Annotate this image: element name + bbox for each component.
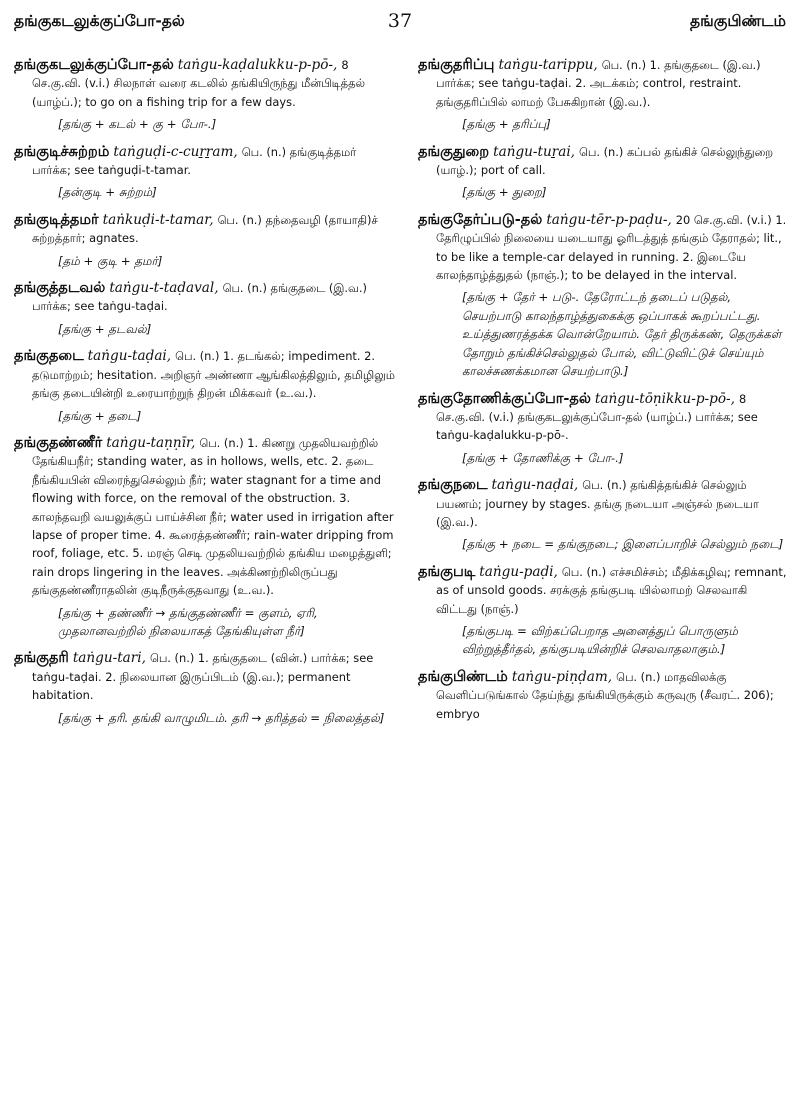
entry-definition: 8 செ.கு.வி. (v.i.) தங்குகடலுக்குப்போ-தல் (யாழ்ப்.) பார்க்க; see taṅgu-kaḍalukku-p-pō-. bbox=[436, 391, 758, 443]
entry-etymology: [தங்கு + தரிப்பு] bbox=[462, 117, 551, 132]
entry-definition: 8 செ.கு.வி. (v.i.) சிலநாள் வரை கடலில் தங்கியிருந்து மீன்பிடித்தல் (யாழ்ப்.); to go on a fishing trip for a few days. bbox=[32, 58, 365, 109]
dictionary-entry bbox=[14, 143, 396, 202]
dictionary-entry bbox=[14, 434, 396, 640]
dictionary-entry bbox=[14, 211, 396, 270]
entry-transliteration: taṅgu-piṇḍam, bbox=[511, 668, 613, 685]
entry-definition: 20 செ.கு.வி. (v.i.) 1. தேரிழுப்பில் நிலையை யடையாது ஓரிடத்துத் தங்கும் தேராதல்; lit., to be like a temple-car delayed in running. 2. இடையே காலந்தாழ்த்துதல் (நாஞ்.); to be delayed in the interval. bbox=[436, 212, 787, 283]
dictionary-entry bbox=[418, 211, 790, 381]
entry-etymology: [தங்குபடி = விற்கப்பெறாத அனைத்துப் பொருளும் விற்றுத்தீர்தல், தங்குபடியின்றிச் செலவாதலாகும்.] bbox=[462, 623, 738, 657]
running-head-right: தங்குபிண்டம் bbox=[689, 12, 786, 30]
entry-definition: பெ. (n.) மாதவிலக்கு வெளிப்படுங்கால் தேய்ந்து தங்கியிருக்கும் கருவுரு (சீவரட். 206); embryo bbox=[436, 669, 774, 721]
entry-headword: தங்குதோணிக்குப்போ-தல் bbox=[418, 390, 591, 407]
entry-etymology: [தங்கு + தோணிக்கு + போ-.] bbox=[462, 450, 624, 465]
entry-headword: தங்குத்தடவல் bbox=[14, 280, 106, 297]
entry-etymology: [தங்கு + தடை] bbox=[58, 408, 142, 423]
entry-definition: பெ. (n.) 1. தங்குதடை (இ.வ.) பார்க்க; see taṅgu-taḍai. 2. அடக்கம்; control, restraint. தங்குதரிப்பில் லாமற் பேசுகிறான் (இ.வ.). bbox=[436, 58, 761, 109]
entry-definition: பெ. (n.) 1. தடங்கல்; impediment. 2. தடுமாற்றம்; hesitation. அறிஞர் அண்ணா ஆங்கிலத்திலும், தமிழிலும் தங்கு தடையின்றி உரையாற்றுந் திறன் மிக்கவர் (உ.வ.). bbox=[32, 349, 395, 401]
entry-definition: பெ. (n.) தங்குதடை (இ.வ.) பார்க்க; see taṅgu-taḍai. bbox=[32, 281, 367, 314]
entry-transliteration: taṅgu-tēr-p-paḍu-, bbox=[546, 211, 672, 228]
entry-headword: தங்குபடி bbox=[418, 563, 476, 580]
entry-etymology: [தங்கு + கடல் + கு + போ-.] bbox=[58, 117, 217, 132]
right-column bbox=[418, 56, 790, 732]
entry-headword: தங்குதடை bbox=[14, 348, 84, 365]
dictionary-entry bbox=[418, 390, 790, 468]
entry-transliteration: taṅgu-tuṟai, bbox=[493, 143, 576, 160]
entry-transliteration: taṅgu-tōṇikku-p-pō-, bbox=[594, 390, 735, 407]
entry-transliteration: taṅkuḍi-t-tamar, bbox=[102, 211, 214, 228]
entry-transliteration: taṅgu-taḍai, bbox=[87, 348, 172, 365]
entry-etymology: [தன்குடி + சுற்றம்] bbox=[58, 185, 157, 200]
entry-definition: பெ. (n.) கப்பல் தங்கிச் செல்லுந்துறை (யாழ்.); port of call. bbox=[436, 144, 774, 178]
entry-headword: தங்குதண்ணீர் bbox=[14, 434, 103, 451]
dictionary-entry bbox=[14, 56, 396, 134]
entry-transliteration: taṅgu-tari, bbox=[72, 650, 146, 667]
entry-etymology: [தம் + குடி + தமர்] bbox=[58, 253, 163, 268]
entry-definition: பெ. (n.) தங்குடித்தமர் பார்க்க; see taṅguḍi-t-tamar. bbox=[32, 144, 357, 178]
page-number: 37 bbox=[387, 10, 413, 32]
entry-etymology: [தங்கு + நடை = தங்குநடை; இளைப்பாறிச் செல்லும் நடை] bbox=[462, 537, 784, 552]
entry-headword: தங்குதரி bbox=[14, 650, 69, 667]
entry-transliteration: taṅgu-taṇṇīr, bbox=[106, 434, 196, 451]
dictionary-entry bbox=[418, 563, 790, 659]
entry-definition: பெ. (n.) எச்சமிச்சம்; மீதிக்கழிவு; remnant, as of unsold goods. சரக்குத் தங்குபடி யில்லாமற் செலவாகி விட்டது (நாஞ்.) bbox=[436, 564, 787, 616]
entry-headword: தங்குதரிப்பு bbox=[418, 57, 495, 73]
dictionary-entry bbox=[418, 668, 790, 723]
entry-transliteration: taṅgu-naḍai, bbox=[491, 477, 579, 494]
entry-transliteration: taṅgu-tarippu, bbox=[498, 57, 598, 73]
dictionary-entry bbox=[14, 279, 396, 338]
entry-headword: தங்குடித்தமர் bbox=[14, 211, 99, 228]
dictionary-entry bbox=[418, 476, 790, 554]
dictionary-entry bbox=[418, 56, 790, 134]
entry-headword: தங்குகடலுக்குப்போ-தல் bbox=[14, 57, 174, 73]
entry-headword: தங்குநடை bbox=[418, 477, 488, 494]
page-header bbox=[14, 12, 786, 46]
entry-definition: பெ. (n.) தந்தைவழி (தாயாதி)ச் சுற்றத்தார்; agnates. bbox=[32, 212, 378, 246]
entry-definition: பெ. (n.) 1. தங்குதடை (வின்.) பார்க்க; see taṅgu-taḍai. 2. நிலையான இருப்பிடம் (இ.வ.); permanent habitation. bbox=[32, 651, 374, 703]
entry-etymology: [தங்கு + தரி. தங்கி வாழுமிடம். தரி → தரித்தல் = நிலைத்தல்] bbox=[58, 710, 385, 725]
entry-etymology: [தங்கு + தடவல்] bbox=[58, 321, 152, 336]
entry-definition: பெ. (n.) 1. கிணறு முதலியவற்றில் தேங்கியநீர்; standing water, as in hollows, wells, etc. 2. தடை நீங்கியபின் விரைந்துசெல்லும் நீர்; water stagnant for a time and flowing with force, on the removal of the obstruction. 3. காலந்தவறி வயலுக்குப் பாய்ச்சின நீர்; water used in irrigation after lapse of proper time. 4. கூரைத்தண்ணீர்; rain-water dripping from roof, foliage, etc. 5. மரஞ் செடி முதலியவற்றில் தங்கிய மழைத்துளி; rain drops lingering in the leaves. அக்கிணற்றிலிருப்பது தங்குதண்ணீராதலின் குடிநீருக்குதவாது (உ.வ.). bbox=[32, 435, 394, 598]
entry-headword: தங்குடிச்சுற்றம் bbox=[14, 143, 110, 160]
entry-transliteration: taṅguḍi-c-cuṟṟam, bbox=[113, 143, 238, 160]
running-head-left: தங்குகடலுக்குப்போ-தல் bbox=[14, 12, 185, 30]
dictionary-entry bbox=[14, 347, 396, 425]
entry-transliteration: taṅgu-t-taḍaval, bbox=[109, 280, 219, 297]
entry-definition: பெ. (n.) தங்கித்தங்கிச் செல்லும் பயணம்; journey by stages. தங்கு நடையா அஞ்சல் நடையா (இ.வ.). bbox=[436, 478, 759, 529]
entry-headword: தங்குதுறை bbox=[418, 143, 490, 160]
left-column bbox=[14, 56, 396, 736]
entry-headword: தங்குதேர்ப்படு-தல் bbox=[418, 211, 543, 228]
entry-transliteration: taṅgu-paḍi, bbox=[479, 563, 558, 580]
entry-transliteration: taṅgu-kaḍalukku-p-pō-, bbox=[177, 57, 338, 73]
entry-etymology: [தங்கு + தண்ணீர் → தங்குதண்ணீர் = குளம், ஏரி, முதலானவற்றில் நிலையாகத் தேங்கியுள்ள நீர்] bbox=[58, 605, 318, 638]
entry-etymology: [தங்கு + துறை] bbox=[462, 185, 547, 200]
entry-etymology: [தங்கு + தேர் + படு-. தேரோட்டந் தடைப் படுதல், செயற்பாடு காலந்தாழ்த்துகைக்கு ஒப்பாகக் கூறப்பட்டது. உய்த்துணரத்தக்க வொன்றேயாம். தேர் திருக்கண், தெருக்கள் தோறும் தங்கிச்செல்லுதல் போல், விட்டுவிட்டுச் செய்யும் காலச்சுணக்கமான செயற்பாடு.] bbox=[462, 290, 782, 379]
entry-headword: தங்குபிண்டம் bbox=[418, 668, 508, 685]
dictionary-entry bbox=[418, 143, 790, 202]
dictionary-entry bbox=[14, 649, 396, 727]
